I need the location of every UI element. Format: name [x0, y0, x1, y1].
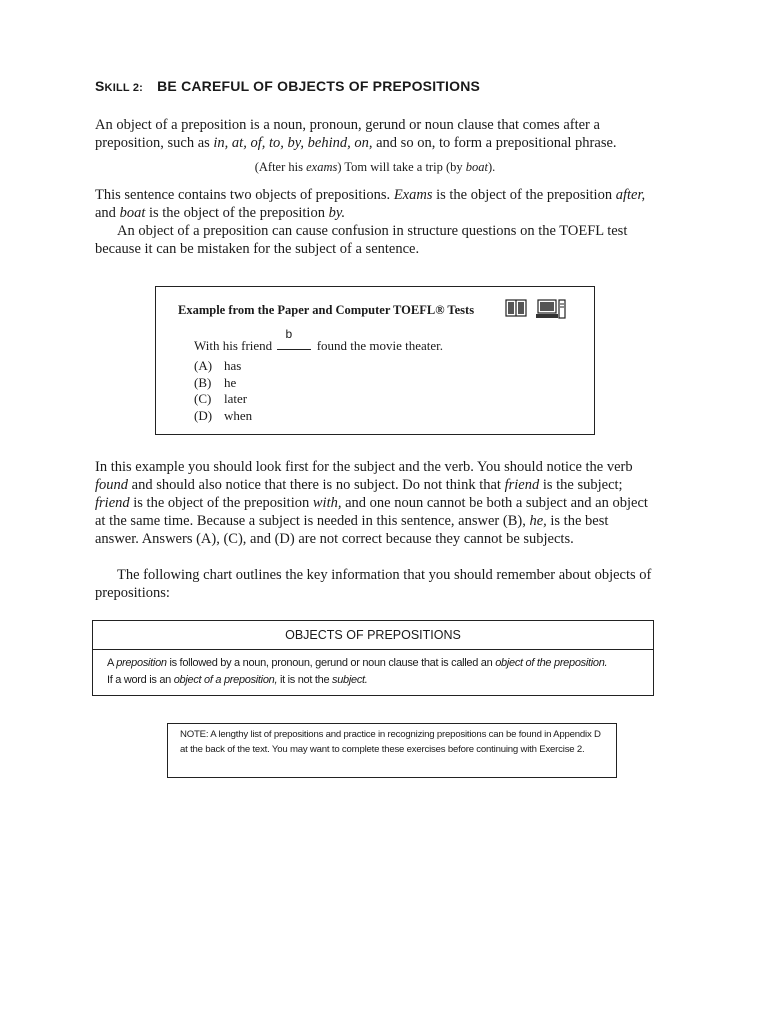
key-info-line-1 [107, 655, 639, 672]
intro-text-a: An object of a preposition is a noun, pronoun, gerund or noun clause that comes after a preposition, such as [95, 117, 600, 151]
skill-title: BE CAREFUL OF OBJECTS OF PREPOSITIONS [157, 78, 481, 94]
line1-b: preposition [116, 657, 167, 669]
exp-i: and one noun cannot be both a subject and an object at the same time. Because a subject is needed in this sentence, answer (B), [95, 495, 648, 529]
p2-h: by. [328, 205, 346, 221]
option-text: later [224, 391, 248, 406]
exp-f: friend [95, 495, 130, 511]
exp-g: is the object of the preposition [129, 495, 313, 511]
key-info-chart [92, 620, 654, 696]
exp-k: is the best answer. Answers (A), (C), and (D) are not correct because they cannot be subjects. [95, 513, 609, 547]
question-text-b: found the movie theater. [316, 338, 444, 353]
chart-intro-text: The following chart outlines the key information that you should remember about objects of prepositions: [95, 567, 652, 601]
exp-d: friend [504, 477, 540, 493]
option-text: when [224, 407, 253, 423]
key-info-header: OBJECTS OF PREPOSITIONS [93, 621, 653, 650]
option-b [194, 375, 252, 392]
exp-a: In this example you should look first for the subject and the verb. You should notice the verb [95, 459, 633, 475]
key-info-body [93, 650, 653, 689]
explanation-paragraph [95, 458, 655, 548]
example-box-title: Example from the Paper and Computer TOEFL® Tests [178, 303, 475, 317]
line1-c: is followed by a noun, pronoun, gerund or noun clause that is called an [166, 657, 496, 669]
example-text-e: ). [487, 160, 496, 174]
exp-b: found [95, 477, 129, 493]
question-text-a: With his friend [194, 338, 273, 353]
exp-e: is the subject; [539, 477, 623, 493]
option-letter: (D) [194, 407, 213, 423]
option-text: has [224, 358, 242, 373]
option-text: he [224, 374, 237, 390]
line2-b: object of a preposition, [173, 674, 278, 686]
line2-d: subject. [332, 674, 368, 686]
example-box [155, 286, 595, 435]
computer-icon [536, 298, 566, 320]
example-word-exams: exams [306, 160, 338, 174]
answer-options [194, 358, 252, 424]
option-d [194, 408, 252, 425]
exp-j: he, [529, 513, 547, 529]
option-letter: (A) [194, 358, 213, 373]
example-sentence [95, 160, 655, 175]
confusion-paragraph [95, 222, 655, 258]
p3-text: An object of a preposition can cause confusion in structure questions on the TOEFL test because it can be mistaken for the subject of a sentence. [95, 223, 628, 257]
chart-intro-paragraph [95, 566, 655, 602]
sentence-explanation-paragraph [95, 186, 655, 222]
option-letter: (B) [194, 374, 212, 390]
p2-b: Exams [393, 187, 433, 203]
key-info-line-2 [107, 672, 639, 689]
p2-c: is the object of the preposition [432, 187, 616, 203]
skill-first-letter: S [95, 78, 105, 94]
answer-blank [277, 327, 311, 350]
option-c [194, 391, 252, 408]
p2-a: This sentence contains two objects of prepositions. [95, 187, 394, 203]
book-icon [505, 299, 527, 317]
exp-h: with, [312, 495, 342, 511]
p2-g: is the object of the preposition [145, 205, 329, 221]
example-word-boat: boat [465, 160, 488, 174]
option-a [194, 358, 252, 375]
exp-c: and should also notice that there is no subject. Do not think that [128, 477, 505, 493]
example-question [194, 327, 444, 354]
line1-a: A [107, 657, 117, 669]
p2-f: boat [119, 205, 146, 221]
note-box [167, 723, 617, 778]
line1-d: object of the preposition. [495, 657, 608, 669]
line2-a: If a word is an [107, 674, 174, 686]
example-text-a: (After his [254, 160, 307, 174]
p2-d: after, [615, 187, 646, 203]
intro-text-b: and so on, to form a prepositional phrase. [372, 135, 617, 151]
skill-heading [95, 78, 480, 94]
intro-paragraph [95, 116, 655, 152]
note-text: NOTE: A lengthy list of prepositions and practice in recognizing prepositions can be found in Appendix D at the back of the text. You may want to complete these exercises before continuing with Exercise 2. [180, 729, 601, 755]
example-text-c: ) Tom will take a trip (by [337, 160, 466, 174]
intro-examples: in, at, of, to, by, behind, on, [213, 135, 373, 151]
p2-e: and [95, 205, 120, 221]
skill-number: KILL 2: [104, 82, 144, 94]
line2-c: it is not the [277, 674, 333, 686]
blank-handwritten-mark: b [285, 327, 293, 341]
option-letter: (C) [194, 391, 212, 406]
